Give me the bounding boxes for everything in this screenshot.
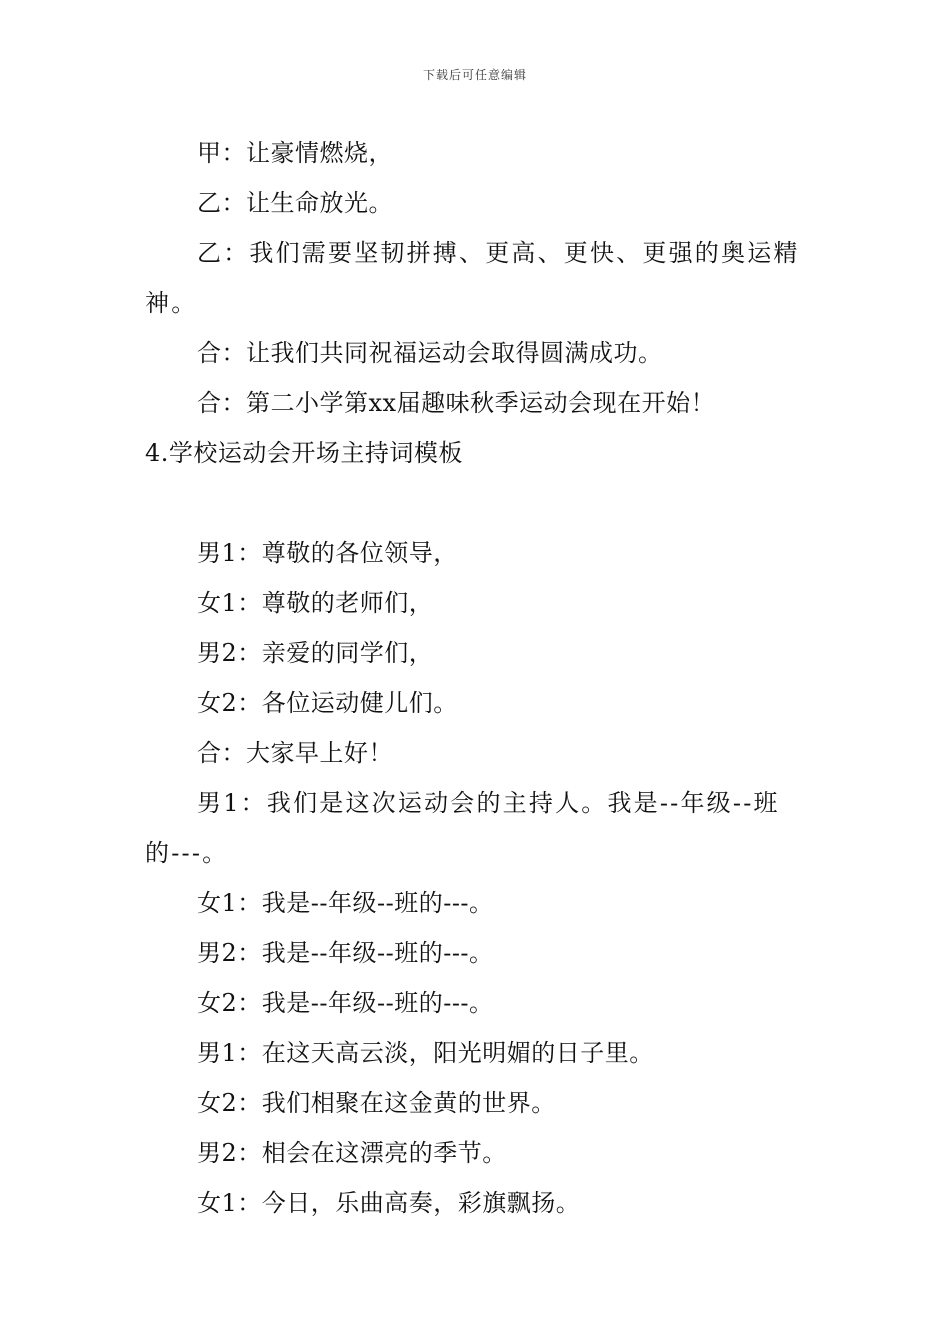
dialogue-line: 男2：亲爱的同学们， [197, 639, 434, 667]
dialogue-line: 乙：我们需要坚韧拼搏、更高、更快、更强的奥运精神。 [145, 239, 800, 317]
dialogue-line: 女2：我们相聚在这金黄的世界。 [197, 1089, 556, 1117]
dialogue-line: 女2：我是--年级--班的---。 [197, 989, 494, 1017]
dialogue-line: 乙：让生命放光。 [197, 189, 393, 217]
dialogue-line: 男2：我是--年级--班的---。 [197, 939, 494, 967]
blank-line [145, 478, 810, 528]
page-header: 下载后可任意编辑 [422, 68, 527, 82]
dialogue-line: 男2：相会在这漂亮的季节。 [197, 1139, 507, 1167]
dialogue-line: 合：大家早上好！ [197, 739, 393, 767]
dialogue-line: 女1：今日，乐曲高奏，彩旗飘扬。 [197, 1189, 581, 1217]
dialogue-line: 男1：我们是这次运动会的主持人。我是--年级--班的---。 [145, 789, 780, 867]
dialogue-line: 女2：各位运动健儿们。 [197, 689, 458, 717]
document-body [145, 128, 810, 1228]
dialogue-line: 女1：尊敬的老师们， [197, 589, 434, 617]
dialogue-line: 女1：我是--年级--班的---。 [197, 889, 494, 917]
dialogue-line: 男1：在这天高云淡，阳光明媚的日子里。 [197, 1039, 654, 1067]
section-heading: 4.学校运动会开场主持词模板 [145, 439, 463, 467]
dialogue-line: 合：让我们共同祝福运动会取得圆满成功。 [197, 339, 663, 367]
dialogue-line: 合：第二小学第xx届趣味秋季运动会现在开始！ [197, 389, 716, 417]
dialogue-line: 甲：让豪情燃烧， [197, 139, 393, 167]
dialogue-line: 男1：尊敬的各位领导， [197, 539, 458, 567]
